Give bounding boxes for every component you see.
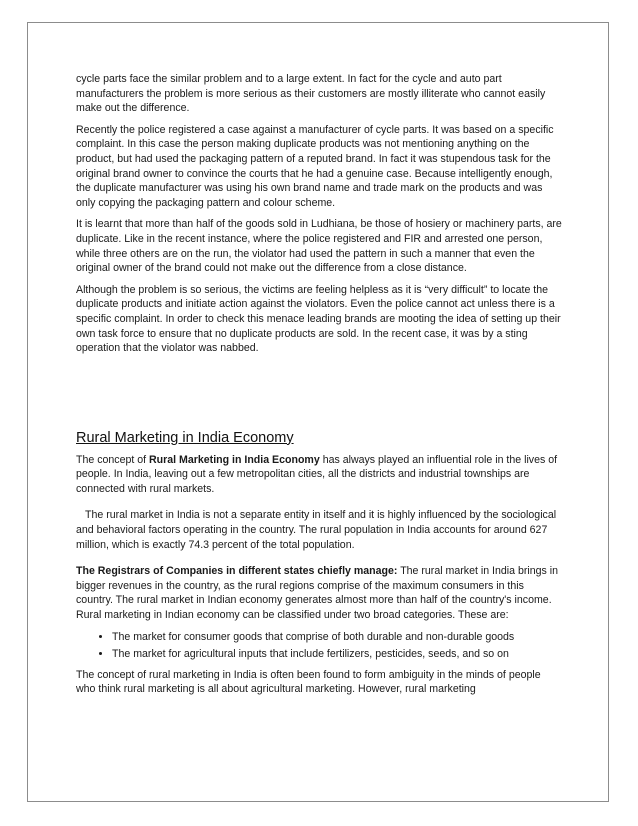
paragraph-ludhiana: It is learnt that more than half of the goods sold in Ludhiana, be those of hosiery or machinery parts, are duplicate. Like in the recent instance, where the police registered and FIR and arrested one person, while three others are on the run, the violator had used the pattern in such a manner that even the original owner of the brand could not make out the difference from a close distance. (76, 218, 562, 275)
list-item: • The market for agricultural inputs that include fertilizers, pesticides, seeds, and so on (112, 647, 562, 662)
paragraph-cycle-parts: cycle parts face the similar problem and to a large extent. In fact for the cycle and auto part manufacturers the problem is more serious as their customers are mostly illiterate who cannot easily make out the difference. (76, 73, 546, 115)
registrars-bold-lead: The Registrars of Companies in different states chiefly manage: (76, 565, 398, 578)
paragraph-ambiguity: The concept of rural marketing in India is often been found to form ambiguity in the minds of people who think rural marketing is all about agricultural marketing. However, rural marketing (76, 668, 541, 696)
intro-text-before: The concept of (76, 453, 150, 466)
paragraph-registrars (76, 564, 562, 622)
section-spacer (76, 363, 562, 429)
category-list (76, 630, 562, 662)
paragraph-intro (76, 453, 562, 497)
document-body (76, 72, 562, 704)
registrars-text: The rural market in India brings in bigger revenues in the country, as the rural regions comprise of the maximum consumers in this country. The rural market in Indian economy generates almost more than half of the country's income. Rural marketing in Indian economy can be classified under two broad categories. These are: (76, 565, 558, 622)
section-heading: Rural Marketing in India Economy (76, 429, 294, 446)
list-item: • The market for consumer goods that comprise of both durable and non-durable goods (112, 630, 562, 645)
paragraph-problem-serious: Although the problem is so serious, the victims are feeling helpless as it is “very difficult” to locate the duplicate products and initiate action against the violators. Even the police cannot act unless there is a specific complaint. In order to check this menace leading brands are mooting the idea of setting up their own task force to ensure that no duplicate products are sold. In the recent case, it was by a sting operation that the violator was nabbed. (76, 283, 561, 355)
intro-bold-term: Rural Marketing in India Economy (149, 453, 320, 466)
intro-text-after: has always played an influential role in the lives of people. In India, leaving out a few metropolitan cities, all the districts and industrial townships are connected with rural markets. (76, 453, 558, 495)
paragraph-police-case: Recently the police registered a case against a manufacturer of cycle parts. It was based on a specific complaint. In this case the person making duplicate products was not mentioning anything on the product, but had used the packaging pattern of a reputed brand. In fact it was stupendous task for the original brand owner to convince the courts that he had a genuine case. Because intelligently enough, the duplicate manufacturer was using his own brand name and trade mark on the products and was only copying the packaging pattern and colour scheme. (76, 123, 554, 209)
paragraph-rural-market: The rural market in India is not a separate entity in itself and it is highly influenced by the sociological and behavioral factors operating in the country. The rural population in India accounts for around 627 million, which is exactly 74.3 percent of the total population. (76, 509, 557, 551)
